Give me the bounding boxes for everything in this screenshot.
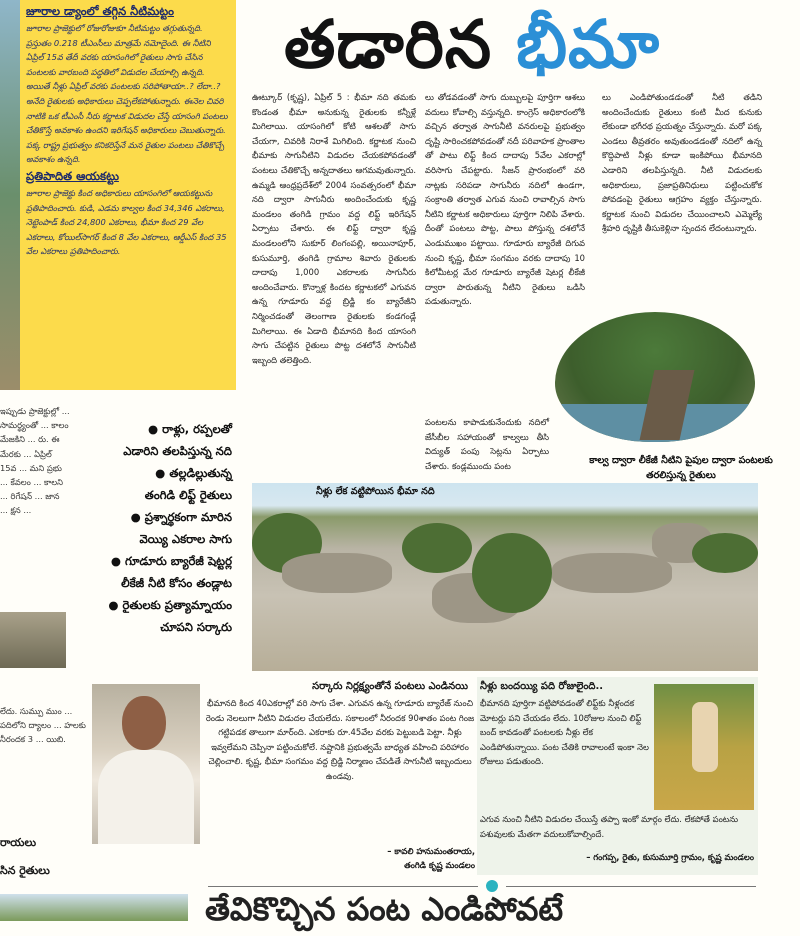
farmer-hanumantharaya-photo bbox=[92, 684, 200, 844]
main-headline bbox=[284, 0, 794, 92]
highlights-list bbox=[70, 418, 236, 638]
left-bottom-title-2: సిన రైతులు bbox=[0, 864, 50, 877]
left-bottom-fragment: లేదు. సుమ్పు ముం ... పదిలోని ద్యాలం ... హలకు నీరందక 3 ... యిబి. bbox=[0, 706, 86, 745]
river-rock bbox=[282, 553, 392, 593]
article-column-1: ఊట్కూర్ (కృష్ణ), ఏప్రిల్ 5 : భీమా నది తమకు కొండంత భీమా అనుకున్న రైతులకు కన్నీళ్లే మిగిలాయి. యాసంగిలో కోటి ఆశలతో సాగు చేయగా, చివరికి నిరాశే మిగిలింది. కర్ణాటక నుంచి భీమాకు సాగునీటిని విడుదల చేయకపోవడంతో పంటలు చేతికొచ్చే అన్నదాతలు ఆగమవుతున్నారు. ఉమ్మడి ఆంధ్రప్రదేశ్‌లో 2004 సంవత్సరంలో భీమా నది ద్వారా సాగునీరు అందించేందుకు కృష్ణ మండలం తంగిడి గ్రామం వద్ద లిఫ్ట్ ఇరిగేషన్ ఏర్పాటు చేశారు. ఈ లిఫ్ట్ ద్వారా కృష్ణ మండలంలోని సుకూర్ లింగంపల్లి, అయినాపూర్, కుసుమూర్తి, తంగిడి గ్రామాల శివారు రైతులకు దాదాపు 1,000 ఎకరాలకు సాగునీరు అందించేవారు. కొన్నాళ్ల కిందట కర్ణాటకలో ఎగువన ఉన్న గూడూరు వద్ద బ్రిడ్జి కం బ్యారేజీని నిర్మించడంతో తెలంగాణ రైతులకు కండగండ్లే మిగిలాయి. ఈ ఏడాది భీమానది కింద యాసంగి సాగు చేపట్టిన రైతులు పొట్ట దశలోనే సాగునీటి ఇబ్బంది తలెత్తింది. bbox=[252, 92, 416, 365]
canal-photo-caption: కాల్వ ద్వారా లీకేజీ నీటిని పైపుల ద్వారా పంటలకు తరలిస్తున్న రైతులు bbox=[589, 455, 773, 481]
sidebox-text-1: జూరాల ప్రాజెక్టులో రోజురోజుకూ నీటిమట్టం తగ్గుతున్నది. ప్రస్తుతం 0.218 టీఎంసీలు మాత్రమే నమోదైంది. ఈ నీటిని ఏప్రిల్ 15వ తేదీ వరకు యాసంగిలో రైతులు సాగు చేసిన పంటలకు వారబంది పద్ధతిలో విడుదల చేయాల్సి ఉన్నది. అయితే నీళ్లు ఏప్రిల్ వరకు పంటలకు సరిపోతాయా..? లేదా..? అనేది రైతులకు అధికారులు చెప్పలేకపోతున్నారు. ఈనెల చివరి నాటికి ఒక టీఎంసీ నీరు కర్ణాటక విడుదల చేస్తే యాసంగి పంటలు చేతికొస్తే అవకాశం ఉందని ఇరిగేషన్ అధికారులు చెబుతున్నారు. పక్క రాష్ట్ర ప్రభుత్వం కనికరిస్తేనే మన రైతుల పంటలు చేతికొచ్చే అవకాశం ఉన్నది. bbox=[26, 23, 228, 165]
left-column-fragment: ఇప్పుడు ప్రాజెక్టుల్లో ... సామర్థ్యంతో ... కాలం మేజకిని ... రు. ఈ మేరకు ... ఏప్రిల్ 15వ ... మని ప్రభు ... కేవలం ... కాలని ... రిగేషన్ ... జాన ... క్షన ... bbox=[0, 406, 70, 516]
section1-title: సర్కారు నిర్లక్ష్యంతోనే పంటలు ఎండినయి bbox=[312, 681, 468, 692]
divider bbox=[506, 886, 756, 887]
highlight-text: రాళ్లు, రప్పలతో bbox=[162, 422, 232, 436]
divider bbox=[208, 886, 478, 887]
river-bush bbox=[402, 523, 472, 573]
farmer-face bbox=[122, 696, 166, 750]
signature-line-2: తంగిడి కృష్ణ మండలం bbox=[404, 860, 475, 870]
section1-text: భీమానది కింద 40ఎకరాల్లో వరి సాగు చేశా. ఎగువన ఉన్న గూడూరు బ్యారేజ్ నుంచి రెండు నెలలుగా నీటిని విడుదల చేయలేదు. సకాలంలో నీరందక 90శాతం పంట గింజ గట్టిపడక తాలుగా మార్‌ంది. ఎకరాకు రూ.45వేల వరకు పెట్టుబడి పెట్టా. నీళ్లు ఇవ్వలేమని చెప్పినా పట్టించుకోలే. నష్టానికి ప్రభుత్వమే బాధ్యత వహించి పరిహారం చెల్లించాలి. కృష్ణ, భీమా సంగమం వద్ద బ్రిడ్జి నిర్మాణం చేపడితే సాగునీటి ఇబ్బందులు ఉండవు. bbox=[205, 698, 475, 781]
highlight-text: లీకేజీ నీటి కోసం తండ్లాట bbox=[121, 576, 232, 590]
headline-part-2: భీమా bbox=[516, 6, 661, 83]
highlight-text: గూడూరు బ్యారేజీ షెట్టర్ల bbox=[125, 554, 232, 568]
sidebox bbox=[0, 0, 236, 390]
highlight-item: ● ప్రశ్నార్థకంగా మారిన bbox=[130, 510, 232, 524]
highlight-text: ఎడారిని తలపిస్తున్న నది bbox=[123, 444, 232, 458]
highlight-item: ● రాళ్లు, రప్పలతో bbox=[148, 422, 232, 436]
highlight-item: ● తల్లడిల్లుతున్న bbox=[155, 466, 232, 480]
canal-photo bbox=[555, 312, 755, 442]
highlight-item bbox=[70, 484, 236, 506]
highlight-item bbox=[70, 616, 236, 638]
highlight-item: ● రైతులకు ప్రత్యామ్నాయం bbox=[108, 598, 232, 612]
section1-signature bbox=[300, 844, 475, 872]
highlight-item: ● గూడూరు బ్యారేజీ షెట్టర్ల bbox=[110, 554, 232, 568]
river-rock bbox=[552, 553, 672, 593]
article-column-2-continued: పంటలను కాపాడుకునేందుకు నదిలో జేసీబీల సహాయంతో కాల్వలు తీసి విద్యుత్ పంపు సెట్లను ఏర్పాటు చేశారు. కండ్లముందు పంట bbox=[425, 417, 549, 471]
article-column-2: లు తోడవడంతో సాగు దుబ్బులపై పూర్తిగా ఆశలు వదులు కోవాల్సి వస్తున్నది. కాంగ్రెస్ అధికారంలోకి వచ్చిన తర్వాత సాగునీటి వనరులపై ప్రభుత్వం దృష్టి సారించకపోవడంతో నదీ పరివాహక ప్రాంతాల తో పాటు లిఫ్ట్ కింద దాదాపు 5వేల ఎకరాల్లో వరిసాగు చేపట్టారు. సీజన్ ప్రారంభంలో వరి నాట్లకు సరిపడా సాగునీరు నదిలో ఉండగా, సంక్రాంతి తర్వాత ఎగువ నుంచి రావాల్సిన సాగు నీటిని కర్ణాటక అధికారులు పూర్తిగా నిలిపి వేశారు. దీంతో పంటలు పొట్ట, పాలు పోస్తున్న దశలోనే ఎండుముఖం పట్టాయి. గూడూరు బ్యారేజీ దిగువ నుంచి కృష్ణ, భీమా సంగమం వరకు దాదాపు 10 కిలోమీటర్ల మేర గూడూరు బ్యారేజీ షెటర్ల లీకేజీ ద్వారా పారుతున్న నీటిని రైతులు ఒడిసి పడుతున్నారు. bbox=[425, 92, 585, 307]
highlight-text: రైతులకు ప్రత్యామ్నాయం bbox=[122, 598, 232, 612]
signature-line-1: – కావలి హనుమంతరాయ, bbox=[387, 846, 475, 856]
river-bush bbox=[692, 533, 758, 573]
farmer-gangappa-photo bbox=[654, 684, 754, 810]
dam-photo-strip bbox=[0, 0, 20, 390]
river-photo bbox=[252, 483, 758, 671]
farmer-figure bbox=[692, 702, 718, 772]
next-article-headline: తేవికొచ్చిన పంట ఎండిపోవటే bbox=[205, 890, 564, 928]
river-photo-caption: నీళ్లు లేక వట్టిపోయిన భీమా నది bbox=[316, 486, 435, 497]
highlight-text: తల్లడిల్లుతున్న bbox=[169, 466, 232, 480]
section2-text: భీమానది పూర్తిగా వట్టిపోవడంతో లిఫ్ట్‌కు నీళ్లందక మోటర్లు పని చేయడం లేదు. 10రోజుల నుంచి లిఫ్ట్ బంద్ కావడంతో పంటలకు నీళ్లు లేక ఎండిపోతున్నాయి. పంట చేతికి రావాలంటే ఇంకా నెల రోజులు పడుతుంది. bbox=[480, 698, 649, 767]
highlight-item bbox=[70, 572, 236, 594]
section2-title: నీళ్లు బందయ్యి పది రోజులైంది.. bbox=[480, 681, 604, 692]
section2-text-continued: ఎగువ నుంచి నీటిని విడుదల చేయిస్తే తప్పా ఇంకో మార్గం లేదు. లేకపోతే పంటను పశువులకు మేతగా వదులుకోవాల్సిందే. bbox=[480, 814, 739, 839]
left-bottom-photo bbox=[0, 894, 188, 921]
highlight-text: వెయ్యి ఎకరాల సాగు bbox=[139, 532, 232, 546]
article-column-3: లు ఎండిపోతుండడంతో నీటి తడిని అందించేందుకు రైతులు కంటి మీద కునుకు లేకుండా భగీరథ ప్రయత్నం చేస్తున్నారు. మరో పక్క ఎండలు తీవ్రతరం అవుతుండడంతో నదిలో ఉన్న కొద్దిపాటి నీళ్లు కూడా ఇంకిపోయి భీమానది ఎడారిని తలపిస్తున్నది. నీటి విడుదలకు అధికారులు, ప్రజాప్రతినిధులు పట్టించుకోక పోవడంపై రైతులు ఆగ్రహం వ్యక్తం చేస్తున్నారు. కర్ణాటక నుంచి విడుదల చేయించాలని ఎమ్మెల్యే శ్రీహరి దృష్టికి తీసుకెళ్లినా స్పందన లేదంటున్నారు. bbox=[602, 92, 762, 234]
highlight-text: ప్రశ్నార్థకంగా మారిన bbox=[144, 510, 232, 524]
highlight-item bbox=[70, 528, 236, 550]
headline-part-1: తడారిన bbox=[284, 6, 493, 83]
farmer-shirt bbox=[98, 750, 194, 844]
highlight-item bbox=[70, 440, 236, 462]
highlight-text: తంగిడి లిఫ్ట్ రైతులు bbox=[144, 488, 232, 502]
section2-signature: – గంగప్ప, రైతు, కుసుమూర్తి గ్రామం, కృష్ణ మండలం bbox=[586, 852, 754, 862]
left-photo-fragment bbox=[0, 612, 66, 668]
river-bush bbox=[472, 533, 552, 613]
left-bottom-title-1: రాయలు bbox=[0, 836, 37, 849]
highlight-text: చూపని సర్కారు bbox=[160, 620, 232, 634]
sidebox-text-2: జూరాల ప్రాజెక్టు కింద అధికారులు యాసంగిలో ఆయకట్టును ప్రతిపాదించారు. కుడి, ఎడమ కాల్వల కింద 34,346 ఎకరాలు, నెట్టెంపాడ్ కింద 24,800 ఎకరాలు, భీమా కింద 29 వేల ఎకరాలు, కోయిల్‌సాగర్ కింద 8 వేల ఎకరాలు, ఆర్డీఎస్ కింద 35 వేల ఎకరాలు ప్రతిపాదించారు. bbox=[26, 187, 227, 257]
sidebox-title-1: జూరాల డ్యాంలో తగ్గిన నీటిమట్టం bbox=[26, 4, 175, 18]
sidebox-title-2: ప్రతిపాదిత ఆయకట్టు bbox=[26, 168, 119, 183]
